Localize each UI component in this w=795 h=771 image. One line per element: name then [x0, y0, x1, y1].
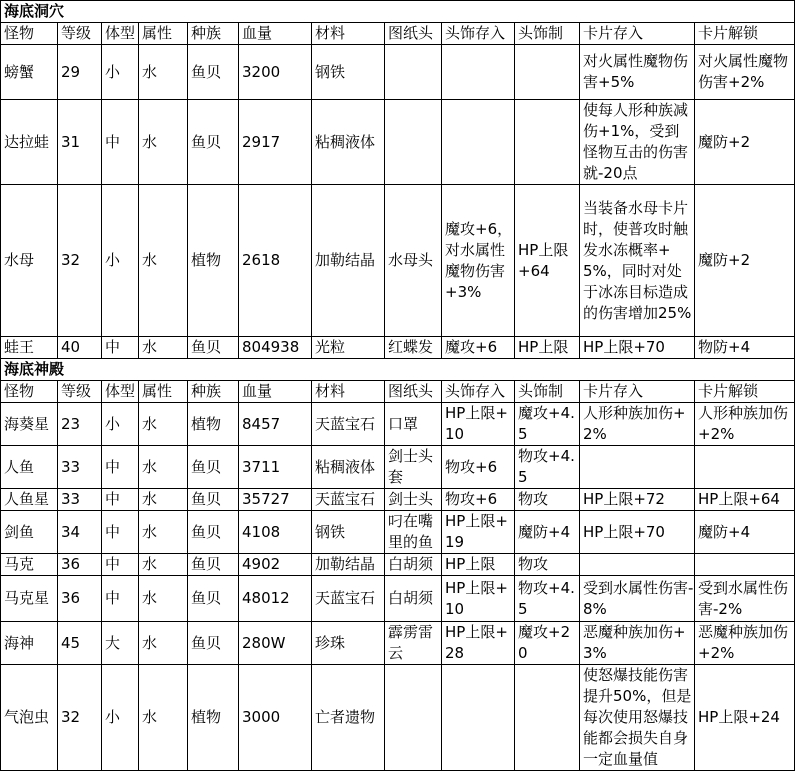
- table-cell: 白胡须: [385, 554, 442, 576]
- table-cell: 植物: [188, 665, 239, 771]
- table-cell: HP上限+19: [442, 511, 515, 554]
- table-cell: 魔防+4: [695, 511, 795, 554]
- table-cell: 水: [139, 576, 188, 622]
- table-cell: 水: [139, 446, 188, 489]
- table-cell: 植物: [188, 403, 239, 446]
- table-cell: 40: [58, 337, 102, 359]
- table-cell: [580, 446, 695, 489]
- table-cell: 剑士头套: [385, 446, 442, 489]
- table-cell: 物防+4: [695, 337, 795, 359]
- table-cell: 人鱼星: [1, 489, 58, 511]
- table-cell: 人形种族加伤+2%: [580, 403, 695, 446]
- table-cell: 魔防+2: [695, 100, 795, 185]
- table-row: [1, 489, 795, 511]
- table-cell: 48012: [239, 576, 312, 622]
- table-cell: 魔攻+4.5: [515, 403, 580, 446]
- table-cell: 马克: [1, 554, 58, 576]
- table-cell: 口罩: [385, 403, 442, 446]
- column-header: 种族: [188, 381, 239, 403]
- column-header: 怪物: [1, 381, 58, 403]
- table-cell: 水: [139, 665, 188, 771]
- table-row: [1, 337, 795, 359]
- table-cell: [515, 100, 580, 185]
- table-cell: 36: [58, 576, 102, 622]
- table-cell: 红蝶发: [385, 337, 442, 359]
- table-cell: 45: [58, 622, 102, 665]
- table-cell: 中: [102, 576, 139, 622]
- table-cell: 水: [139, 489, 188, 511]
- table-cell: 白胡须: [385, 576, 442, 622]
- table-cell: 4108: [239, 511, 312, 554]
- table-cell: 物攻+6: [442, 446, 515, 489]
- table-cell: 魔攻+20: [515, 622, 580, 665]
- table-cell: [695, 446, 795, 489]
- table-cell: 剑士头: [385, 489, 442, 511]
- table-cell: 天蓝宝石: [312, 576, 385, 622]
- table-cell: HP上限+28: [442, 622, 515, 665]
- table-cell: 水: [139, 554, 188, 576]
- column-header: 卡片解锁: [695, 381, 795, 403]
- table-cell: HP上限+70: [580, 511, 695, 554]
- table-cell: 小: [102, 403, 139, 446]
- table-cell: 人鱼: [1, 446, 58, 489]
- table-cell: 中: [102, 511, 139, 554]
- table-row: [1, 576, 795, 622]
- table-cell: 水: [139, 45, 188, 100]
- column-header-row: [1, 381, 795, 403]
- table-cell: HP上限+24: [695, 665, 795, 771]
- table-cell: [385, 100, 442, 185]
- table-cell: [385, 665, 442, 771]
- column-header: 材料: [312, 23, 385, 45]
- table-cell: HP上限: [515, 337, 580, 359]
- table-cell: 钢铁: [312, 45, 385, 100]
- table-cell: 中: [102, 337, 139, 359]
- table-cell: 鱼贝: [188, 622, 239, 665]
- table-cell: 珍珠: [312, 622, 385, 665]
- table-cell: 螃蟹: [1, 45, 58, 100]
- column-header: 头饰制: [515, 381, 580, 403]
- table-cell: 霹雳雷云: [385, 622, 442, 665]
- table-row: [1, 554, 795, 576]
- table-cell: 鱼贝: [188, 511, 239, 554]
- table-cell: 小: [102, 185, 139, 337]
- column-header: 卡片存入: [580, 381, 695, 403]
- table-cell: 水: [139, 403, 188, 446]
- table-cell: 中: [102, 100, 139, 185]
- table-cell: 蛙王: [1, 337, 58, 359]
- column-header: 属性: [139, 381, 188, 403]
- table-cell: 物攻+6: [442, 489, 515, 511]
- table-cell: 小: [102, 665, 139, 771]
- table-cell: 魔攻+6: [442, 337, 515, 359]
- column-header: 卡片存入: [580, 23, 695, 45]
- table-cell: 天蓝宝石: [312, 489, 385, 511]
- table-cell: 23: [58, 403, 102, 446]
- column-header: 图纸头: [385, 23, 442, 45]
- table-row: [1, 185, 795, 337]
- table-cell: 加勒结晶: [312, 185, 385, 337]
- table-cell: [515, 665, 580, 771]
- table-cell: 鱼贝: [188, 100, 239, 185]
- table-cell: 中: [102, 554, 139, 576]
- table-cell: 3200: [239, 45, 312, 100]
- table-cell: 海神: [1, 622, 58, 665]
- column-header-row: [1, 23, 795, 45]
- column-header: 等级: [58, 381, 102, 403]
- table-cell: 3711: [239, 446, 312, 489]
- table-cell: 鱼贝: [188, 554, 239, 576]
- table-row: [1, 622, 795, 665]
- table-cell: 物攻+4.5: [515, 576, 580, 622]
- table-cell: 水: [139, 100, 188, 185]
- table-cell: [385, 45, 442, 100]
- table-cell: 物攻: [515, 554, 580, 576]
- table-cell: 光粒: [312, 337, 385, 359]
- table-cell: HP上限: [442, 554, 515, 576]
- table-cell: 海葵星: [1, 403, 58, 446]
- table-cell: 3000: [239, 665, 312, 771]
- table-cell: HP上限+10: [442, 403, 515, 446]
- table-cell: HP上限+64: [515, 185, 580, 337]
- table-cell: [442, 100, 515, 185]
- table-cell: 对火属性魔物伤害+2%: [695, 45, 795, 100]
- column-header: 卡片解锁: [695, 23, 795, 45]
- table-cell: 粘稠液体: [312, 100, 385, 185]
- table-cell: 水母: [1, 185, 58, 337]
- table-cell: 中: [102, 446, 139, 489]
- column-header: 血量: [239, 381, 312, 403]
- table-cell: [442, 665, 515, 771]
- table-cell: 植物: [188, 185, 239, 337]
- table-cell: [442, 45, 515, 100]
- table-cell: [580, 554, 695, 576]
- table-cell: 鱼贝: [188, 576, 239, 622]
- table-cell: [695, 554, 795, 576]
- table-row: [1, 665, 795, 771]
- table-cell: 物攻+4.5: [515, 446, 580, 489]
- column-header: 怪物: [1, 23, 58, 45]
- table-cell: 2917: [239, 100, 312, 185]
- table-row: [1, 511, 795, 554]
- column-header: 种族: [188, 23, 239, 45]
- table-cell: 当装备水母卡片时，使普攻时触发水冻概率+5%，同时对处于冰冻目标造成的伤害增加25%: [580, 185, 695, 337]
- table-cell: 魔攻+6，对水属性魔物伤害+3%: [442, 185, 515, 337]
- table-row: [1, 403, 795, 446]
- table-cell: [515, 45, 580, 100]
- table-cell: 32: [58, 665, 102, 771]
- table-cell: 魔防+2: [695, 185, 795, 337]
- table-cell: HP上限+10: [442, 576, 515, 622]
- table-cell: 叼在嘴里的鱼: [385, 511, 442, 554]
- table-cell: 钢铁: [312, 511, 385, 554]
- table-cell: 恶魔种族加伤+3%: [580, 622, 695, 665]
- table-cell: 使怒爆技能伤害提升50%，但是每次使用怒爆技能都会损失自身一定血量值: [580, 665, 695, 771]
- table-cell: 32: [58, 185, 102, 337]
- section-title: 海底神殿: [1, 359, 795, 381]
- table-cell: 恶魔种族加伤+2%: [695, 622, 795, 665]
- column-header: 材料: [312, 381, 385, 403]
- table-cell: 使每人形种族减伤+1%，受到怪物互击的伤害就-20点: [580, 100, 695, 185]
- column-header: 体型: [102, 23, 139, 45]
- table-cell: 物攻: [515, 489, 580, 511]
- column-header: 属性: [139, 23, 188, 45]
- section-title: 海底洞穴: [1, 1, 795, 23]
- section-title-row: [1, 359, 795, 381]
- table-cell: HP上限+70: [580, 337, 695, 359]
- table-cell: 鱼贝: [188, 446, 239, 489]
- table-cell: 280W: [239, 622, 312, 665]
- table-row: [1, 45, 795, 100]
- table-cell: 4902: [239, 554, 312, 576]
- column-header: 图纸头: [385, 381, 442, 403]
- table-cell: 受到水属性伤害-8%: [580, 576, 695, 622]
- table-cell: HP上限+72: [580, 489, 695, 511]
- table-cell: 水: [139, 511, 188, 554]
- table-cell: 鱼贝: [188, 489, 239, 511]
- table-cell: 气泡虫: [1, 665, 58, 771]
- table-cell: 水母头: [385, 185, 442, 337]
- table-cell: 34: [58, 511, 102, 554]
- column-header: 体型: [102, 381, 139, 403]
- table-cell: 中: [102, 489, 139, 511]
- table-cell: 剑鱼: [1, 511, 58, 554]
- table-cell: 804938: [239, 337, 312, 359]
- table-cell: 35727: [239, 489, 312, 511]
- table-cell: 粘稠液体: [312, 446, 385, 489]
- table-cell: 小: [102, 45, 139, 100]
- table-cell: 36: [58, 554, 102, 576]
- table-cell: 2618: [239, 185, 312, 337]
- column-header: 等级: [58, 23, 102, 45]
- table-cell: 人形种族加伤+2%: [695, 403, 795, 446]
- table-cell: 水: [139, 185, 188, 337]
- table-cell: 天蓝宝石: [312, 403, 385, 446]
- table-cell: 鱼贝: [188, 45, 239, 100]
- table-row: [1, 446, 795, 489]
- table-cell: 对火属性魔物伤害+5%: [580, 45, 695, 100]
- table-cell: 水: [139, 337, 188, 359]
- table-row: [1, 100, 795, 185]
- table-cell: 亡者遗物: [312, 665, 385, 771]
- column-header: 血量: [239, 23, 312, 45]
- table-cell: 受到水属性伤害-2%: [695, 576, 795, 622]
- table-cell: 达拉蛙: [1, 100, 58, 185]
- table-cell: 鱼贝: [188, 337, 239, 359]
- table-cell: 马克星: [1, 576, 58, 622]
- section-title-row: [1, 1, 795, 23]
- column-header: 头饰存入: [442, 23, 515, 45]
- table-cell: 魔防+4: [515, 511, 580, 554]
- table-cell: 8457: [239, 403, 312, 446]
- table-cell: 加勒结晶: [312, 554, 385, 576]
- column-header: 头饰制: [515, 23, 580, 45]
- table-cell: 33: [58, 489, 102, 511]
- table-cell: HP上限+64: [695, 489, 795, 511]
- table-cell: 33: [58, 446, 102, 489]
- column-header: 头饰存入: [442, 381, 515, 403]
- table-cell: 31: [58, 100, 102, 185]
- table-cell: 29: [58, 45, 102, 100]
- table-cell: 水: [139, 622, 188, 665]
- table-cell: 大: [102, 622, 139, 665]
